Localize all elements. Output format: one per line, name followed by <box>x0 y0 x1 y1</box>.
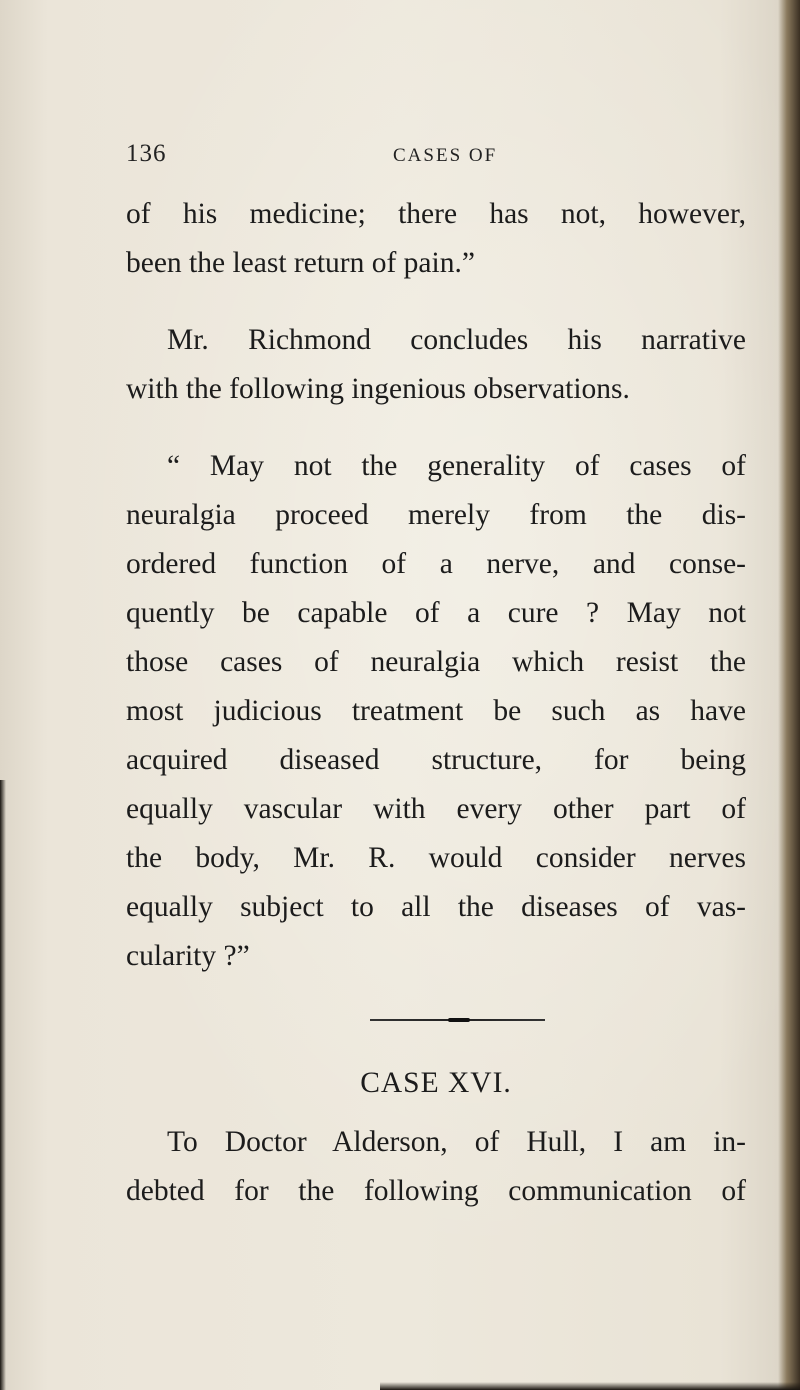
text-line: “ May not the generality of cases of <box>167 450 746 482</box>
paragraph-4 <box>126 1118 746 1216</box>
case-heading: CASE XVI. <box>360 1067 512 1099</box>
text-line: equally subject to all the diseases of vas- <box>126 891 746 923</box>
paragraph-1 <box>126 190 746 288</box>
text-line: been the least return of pain.” <box>126 247 475 279</box>
text-line: To Doctor Alderson, of Hull, I am in- <box>167 1126 746 1158</box>
text-line: equally vascular with every other part of <box>126 793 746 825</box>
body-text <box>126 190 746 1216</box>
text-line: Mr. Richmond concludes his narrative <box>167 324 746 356</box>
bottom-edge-shadow <box>380 1382 800 1390</box>
running-head: CASES OF <box>393 145 498 166</box>
section-divider <box>370 1019 545 1021</box>
text-line: neuralgia proceed merely from the dis- <box>126 499 746 531</box>
text-line: debted for the following communication of <box>126 1175 746 1207</box>
text-line: the body, Mr. R. would consider nerves <box>126 842 746 874</box>
paragraph-2 <box>126 316 746 414</box>
text-line: cularity ?” <box>126 940 250 972</box>
page-number: 136 <box>126 140 167 167</box>
text-line: most judicious treatment be such as have <box>126 695 746 727</box>
text-line: of his medicine; there has not, however, <box>126 198 746 230</box>
text-line: acquired diseased structure, for being <box>126 744 746 776</box>
left-edge-shadow <box>0 780 6 1390</box>
text-line: those cases of neuralgia which resist the <box>126 646 746 678</box>
text-line: with the following ingenious observations. <box>126 373 630 405</box>
page-header <box>126 140 746 174</box>
binding-shadow <box>778 0 800 1390</box>
text-line: quently be capable of a cure ? May not <box>126 597 746 629</box>
paragraph-3 <box>126 442 746 981</box>
text-line: ordered function of a nerve, and conse- <box>126 548 746 580</box>
